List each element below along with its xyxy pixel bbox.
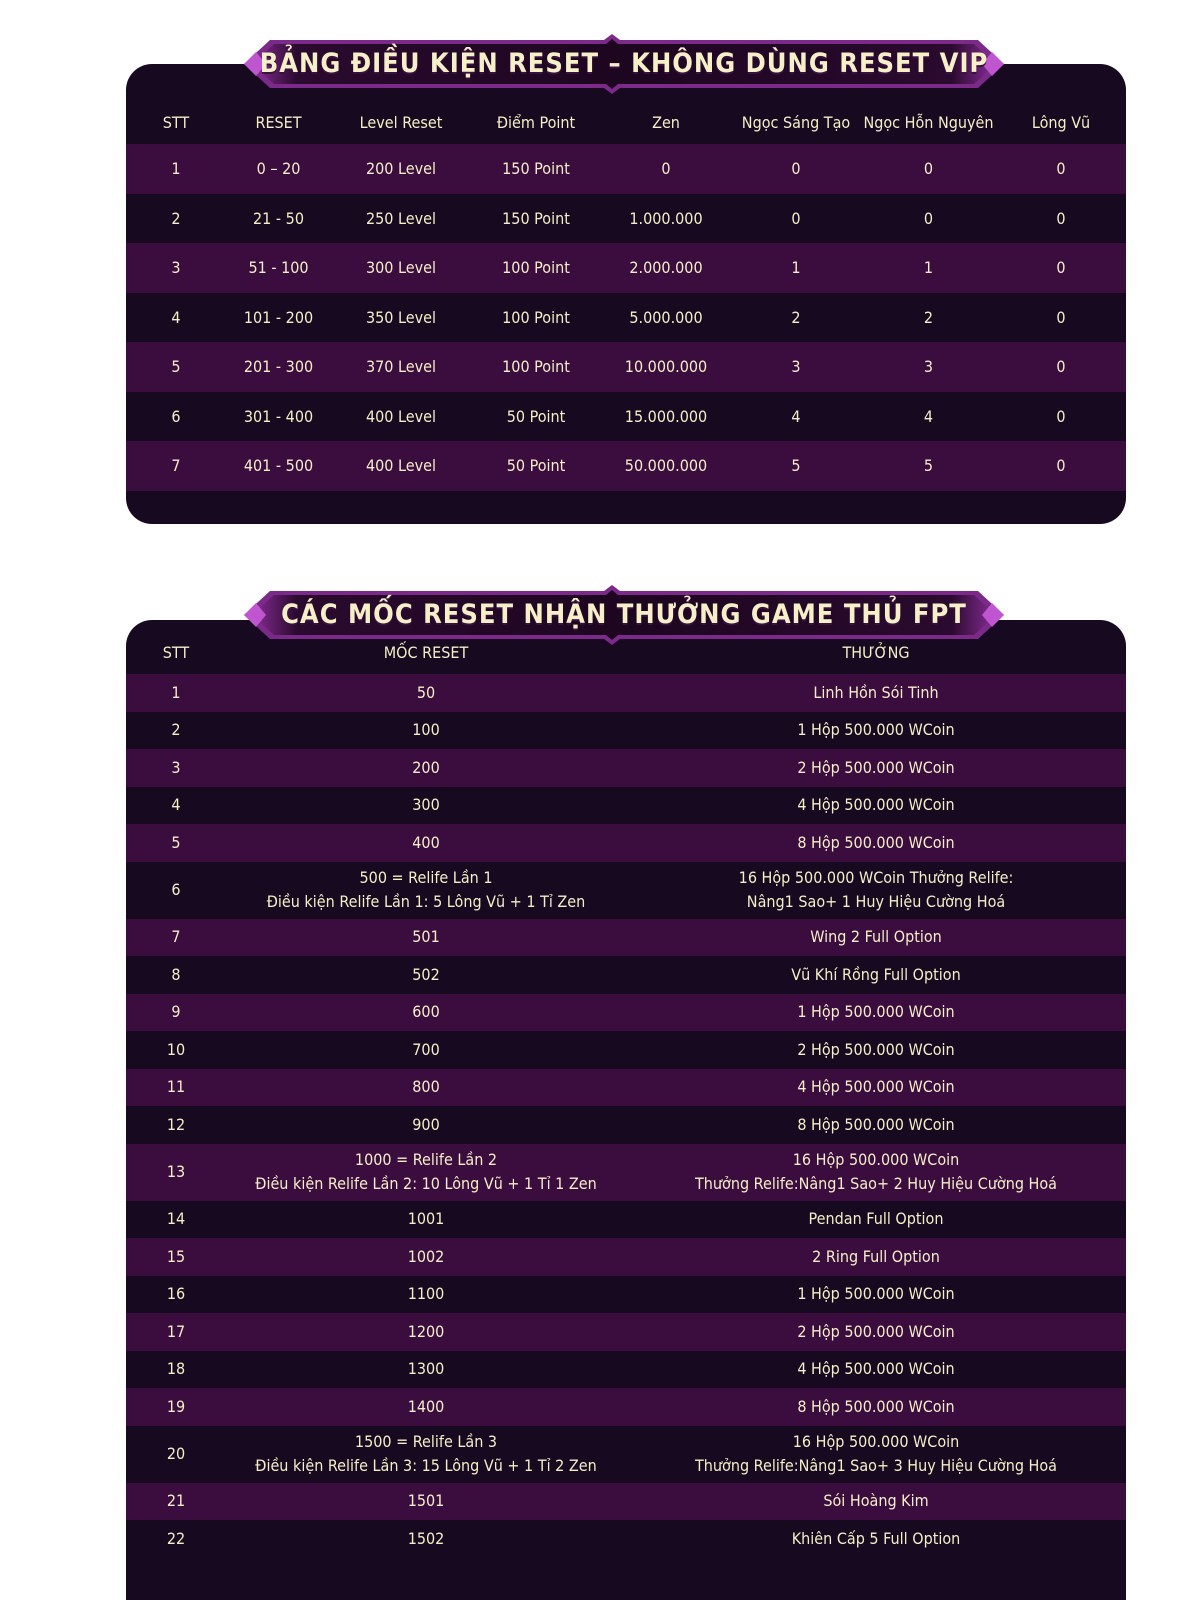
table-row — [126, 787, 1126, 825]
long-vu-cell: 0 — [1056, 159, 1066, 179]
cell-line: 1001 — [407, 1209, 445, 1229]
table-row — [126, 1351, 1126, 1389]
table-row — [126, 824, 1126, 862]
reset-cell: 101 - 200 — [243, 307, 314, 327]
reset-cell: 201 - 300 — [243, 357, 314, 377]
milestone-cell — [226, 994, 626, 1032]
stt-cell: 9 — [171, 1002, 181, 1022]
reset-rewards-table — [126, 630, 1126, 1558]
column-header: Zen — [652, 112, 680, 132]
reward-cell — [626, 1106, 1126, 1144]
ngoc-hon-nguyen-cell: 0 — [923, 159, 934, 179]
table-row — [126, 1483, 1126, 1521]
cell-line: 800 — [412, 1077, 440, 1097]
cell-line: 4 Hộp 500.000 WCoin — [797, 1077, 955, 1097]
cell-line: Linh Hồn Sói Tinh — [813, 682, 939, 702]
stt-cell: 1 — [171, 682, 181, 702]
reset-cell: 0 – 20 — [256, 159, 301, 179]
reward-cell — [626, 712, 1126, 750]
milestone-cell — [226, 956, 626, 994]
milestone-cell — [226, 749, 626, 787]
reward-cell — [626, 1144, 1126, 1201]
point-cell: 50 Point — [506, 456, 566, 476]
zen-cell: 5.000.000 — [629, 307, 703, 327]
table-header-row — [126, 100, 1126, 144]
stt-cell: 8 — [171, 964, 181, 984]
table-row — [126, 1031, 1126, 1069]
stt-cell: 21 — [166, 1491, 186, 1511]
reward-cell — [626, 1031, 1126, 1069]
stt-cell: 7 — [171, 456, 181, 476]
long-vu-cell: 0 — [1056, 406, 1066, 426]
milestone-cell — [226, 1276, 626, 1314]
long-vu-cell: 0 — [1056, 456, 1066, 476]
reward-cell — [626, 1069, 1126, 1107]
cell-line: 8 Hộp 500.000 WCoin — [797, 1396, 955, 1416]
ngoc-sang-tao-cell: 5 — [791, 456, 801, 476]
level-reset-cell: 400 Level — [365, 456, 436, 476]
long-vu-cell: 0 — [1056, 357, 1066, 377]
cell-line: Thưởng Relife:Nâng1 Sao+ 3 Huy Hiệu Cường Hoá — [695, 1456, 1057, 1475]
zen-cell: 1.000.000 — [629, 208, 703, 228]
cell-line: 4 Hộp 500.000 WCoin — [797, 795, 955, 815]
cell-line: 16 Hộp 500.000 WCoin — [792, 1432, 960, 1451]
cell-line: 1 Hộp 500.000 WCoin — [797, 720, 955, 740]
table-row — [126, 919, 1126, 957]
reward-cell — [626, 956, 1126, 994]
cell-line: 1500 = Relife Lần 3 — [354, 1432, 498, 1451]
cell-line: 2 Hộp 500.000 WCoin — [797, 757, 955, 777]
milestone-cell — [226, 1201, 626, 1239]
stt-cell: 3 — [171, 258, 181, 278]
zen-cell: 15.000.000 — [624, 406, 708, 426]
ngoc-hon-nguyen-cell: 1 — [923, 258, 934, 278]
cell-line: Điều kiện Relife Lần 3: 15 Lông Vũ + 1 Tỉ 2 Zen — [255, 1456, 597, 1475]
cell-line: 2 Hộp 500.000 WCoin — [797, 1321, 955, 1341]
cell-line: 1502 — [407, 1528, 445, 1548]
stt-cell: 4 — [171, 307, 181, 327]
reward-cell — [626, 1351, 1126, 1389]
reward-cell — [626, 824, 1126, 862]
table-row — [126, 1144, 1126, 1201]
reward-cell — [626, 994, 1126, 1032]
level-reset-cell: 250 Level — [365, 208, 436, 228]
table-row — [126, 994, 1126, 1032]
cell-line: 300 — [412, 795, 440, 815]
zen-cell: 2.000.000 — [629, 258, 703, 278]
table-title: BẢNG ĐIỀU KIỆN RESET – KHÔNG DÙNG RESET VIP — [259, 48, 989, 79]
cell-line: 8 Hộp 500.000 WCoin — [797, 832, 955, 852]
stt-cell: 22 — [166, 1528, 186, 1548]
column-header: Lông Vũ — [1031, 112, 1091, 132]
cell-line: 8 Hộp 500.000 WCoin — [797, 1114, 955, 1134]
cell-line: 900 — [412, 1114, 440, 1134]
ngoc-hon-nguyen-cell: 4 — [923, 406, 934, 426]
milestone-cell — [226, 1426, 626, 1483]
reset-cell: 21 - 50 — [253, 208, 304, 228]
column-header: THƯỞNG — [842, 642, 910, 662]
table-row — [126, 1201, 1126, 1239]
stt-cell: 18 — [166, 1359, 186, 1379]
reward-cell — [626, 674, 1126, 712]
stt-cell: 14 — [166, 1209, 186, 1229]
table-row — [126, 243, 1126, 293]
reset-cell: 51 - 100 — [248, 258, 309, 278]
cell-line: 2 Hộp 500.000 WCoin — [797, 1039, 955, 1059]
cell-line: 600 — [412, 1002, 440, 1022]
table-row — [126, 712, 1126, 750]
cell-line: 50 — [416, 682, 436, 702]
cell-line: 501 — [412, 927, 440, 947]
cell-line: Wing 2 Full Option — [810, 927, 942, 947]
cell-line: Vũ Khí Rồng Full Option — [791, 964, 961, 984]
stt-cell: 2 — [171, 720, 181, 740]
point-cell: 100 Point — [502, 258, 570, 278]
level-reset-cell: 300 Level — [365, 258, 436, 278]
reset-cell: 401 - 500 — [243, 456, 314, 476]
milestone-cell — [226, 1351, 626, 1389]
zen-cell: 0 — [661, 159, 671, 179]
milestone-cell — [226, 1144, 626, 1201]
cell-line: 1200 — [407, 1321, 445, 1341]
cell-line: 16 Hộp 500.000 WCoin Thưởng Relife: — [738, 868, 1014, 887]
table-row — [126, 392, 1126, 442]
cell-line: 500 = Relife Lần 1 — [359, 868, 493, 887]
column-header: STT — [162, 112, 190, 132]
cell-line: 1400 — [407, 1396, 445, 1416]
table-row — [126, 1426, 1126, 1483]
reward-cell — [626, 1388, 1126, 1426]
table-row — [126, 1238, 1126, 1276]
stt-cell: 6 — [171, 406, 181, 426]
cell-line: 1 Hộp 500.000 WCoin — [797, 1284, 955, 1304]
column-header: Level Reset — [359, 112, 443, 132]
reward-cell — [626, 862, 1126, 919]
milestone-cell — [226, 1106, 626, 1144]
stt-cell: 2 — [171, 208, 181, 228]
ngoc-sang-tao-cell: 3 — [791, 357, 801, 377]
level-reset-cell: 350 Level — [365, 307, 436, 327]
table-row — [126, 674, 1126, 712]
reset-conditions-panel — [126, 64, 1126, 524]
milestone-cell — [226, 919, 626, 957]
ngoc-sang-tao-cell: 2 — [791, 307, 801, 327]
milestone-cell — [226, 1031, 626, 1069]
table-title: CÁC MỐC RESET NHẬN THƯỞNG GAME THỦ FPT — [281, 599, 967, 630]
column-header: Ngọc Sáng Tạo — [741, 112, 851, 132]
stt-cell: 15 — [166, 1246, 186, 1266]
column-header: STT — [162, 642, 190, 662]
milestone-cell — [226, 1483, 626, 1521]
table-row — [126, 1388, 1126, 1426]
table-row — [126, 441, 1126, 491]
table-row — [126, 342, 1126, 392]
cell-line: Thưởng Relife:Nâng1 Sao+ 2 Huy Hiệu Cường Hoá — [695, 1174, 1057, 1193]
point-cell: 150 Point — [502, 159, 570, 179]
ngoc-hon-nguyen-cell: 2 — [923, 307, 934, 327]
table-row — [126, 144, 1126, 194]
milestone-cell — [226, 1388, 626, 1426]
zen-cell: 10.000.000 — [624, 357, 708, 377]
column-header: Ngọc Hỗn Nguyên — [863, 112, 994, 132]
reward-cell — [626, 1426, 1126, 1483]
ngoc-sang-tao-cell: 0 — [791, 208, 801, 228]
level-reset-cell: 400 Level — [365, 406, 436, 426]
point-cell: 150 Point — [502, 208, 570, 228]
ngoc-hon-nguyen-cell: 5 — [923, 456, 934, 476]
cell-line: 200 — [412, 757, 440, 777]
stt-cell: 20 — [166, 1444, 186, 1463]
cell-line: 502 — [412, 964, 440, 984]
table-row — [126, 1520, 1126, 1558]
reset-rewards-banner — [244, 585, 1004, 645]
cell-line: 2 Ring Full Option — [812, 1246, 940, 1266]
ngoc-sang-tao-cell: 1 — [791, 258, 801, 278]
table-row — [126, 749, 1126, 787]
ngoc-hon-nguyen-cell: 3 — [923, 357, 934, 377]
milestone-cell — [226, 674, 626, 712]
stt-cell: 3 — [171, 757, 181, 777]
reward-cell — [626, 1201, 1126, 1239]
reset-conditions-banner — [244, 34, 1004, 94]
reward-cell — [626, 919, 1126, 957]
cell-line: Điều kiện Relife Lần 1: 5 Lông Vũ + 1 Tỉ Zen — [266, 892, 586, 911]
stt-cell: 5 — [171, 832, 181, 852]
stt-cell: 1 — [171, 159, 181, 179]
reward-cell — [626, 1520, 1126, 1558]
ngoc-hon-nguyen-cell: 0 — [923, 208, 934, 228]
table-row — [126, 194, 1126, 244]
reward-cell — [626, 1483, 1126, 1521]
cell-line: 1002 — [407, 1246, 445, 1266]
cell-line: 400 — [412, 832, 440, 852]
milestone-cell — [226, 1069, 626, 1107]
table-row — [126, 1069, 1126, 1107]
table-row — [126, 1276, 1126, 1314]
cell-line: 16 Hộp 500.000 WCoin — [792, 1150, 960, 1169]
reward-cell — [626, 1276, 1126, 1314]
cell-line: 1501 — [407, 1491, 445, 1511]
point-cell: 100 Point — [502, 307, 570, 327]
stt-cell: 10 — [166, 1039, 186, 1059]
milestone-cell — [226, 824, 626, 862]
column-header: RESET — [255, 112, 302, 132]
cell-line: Nâng1 Sao+ 1 Huy Hiệu Cường Hoá — [746, 892, 1006, 911]
stt-cell: 13 — [166, 1162, 186, 1181]
column-header: MỐC RESET — [383, 642, 469, 662]
table-row — [126, 1106, 1126, 1144]
zen-cell: 50.000.000 — [624, 456, 708, 476]
cell-line: Pendan Full Option — [808, 1209, 944, 1229]
stt-cell: 6 — [171, 880, 181, 899]
milestone-cell — [226, 1313, 626, 1351]
point-cell: 50 Point — [506, 406, 566, 426]
table-row — [126, 1313, 1126, 1351]
reward-cell — [626, 1238, 1126, 1276]
milestone-cell — [226, 1238, 626, 1276]
column-header: Điểm Point — [496, 112, 576, 132]
ngoc-sang-tao-cell: 4 — [791, 406, 801, 426]
cell-line: Sói Hoàng Kim — [823, 1491, 929, 1511]
cell-line: 1 Hộp 500.000 WCoin — [797, 1002, 955, 1022]
cell-line: 1100 — [407, 1284, 445, 1304]
long-vu-cell: 0 — [1056, 208, 1066, 228]
cell-line: Điều kiện Relife Lần 2: 10 Lông Vũ + 1 Tỉ 1 Zen — [255, 1174, 597, 1193]
milestone-cell — [226, 862, 626, 919]
reset-rewards-panel — [126, 620, 1126, 1600]
stt-cell: 16 — [166, 1284, 186, 1304]
cell-line: 700 — [412, 1039, 440, 1059]
cell-line: 1300 — [407, 1359, 445, 1379]
cell-line: Khiên Cấp 5 Full Option — [791, 1528, 961, 1548]
long-vu-cell: 0 — [1056, 307, 1066, 327]
milestone-cell — [226, 787, 626, 825]
cell-line: 1000 = Relife Lần 2 — [354, 1150, 498, 1169]
stt-cell: 4 — [171, 795, 181, 815]
cell-line: 4 Hộp 500.000 WCoin — [797, 1359, 955, 1379]
stt-cell: 7 — [171, 927, 181, 947]
stt-cell: 19 — [166, 1396, 186, 1416]
reward-cell — [626, 749, 1126, 787]
stt-cell: 5 — [171, 357, 181, 377]
reward-cell — [626, 787, 1126, 825]
cell-line: 100 — [412, 720, 440, 740]
stt-cell: 11 — [166, 1077, 186, 1097]
table-row — [126, 956, 1126, 994]
long-vu-cell: 0 — [1056, 258, 1066, 278]
table-row — [126, 293, 1126, 343]
level-reset-cell: 370 Level — [365, 357, 436, 377]
ngoc-sang-tao-cell: 0 — [791, 159, 801, 179]
reset-conditions-table — [126, 100, 1126, 491]
stt-cell: 17 — [166, 1321, 186, 1341]
milestone-cell — [226, 712, 626, 750]
stt-cell: 12 — [166, 1114, 186, 1134]
reset-cell: 301 - 400 — [243, 406, 314, 426]
point-cell: 100 Point — [502, 357, 570, 377]
milestone-cell — [226, 1520, 626, 1558]
level-reset-cell: 200 Level — [365, 159, 436, 179]
table-row — [126, 862, 1126, 919]
reward-cell — [626, 1313, 1126, 1351]
